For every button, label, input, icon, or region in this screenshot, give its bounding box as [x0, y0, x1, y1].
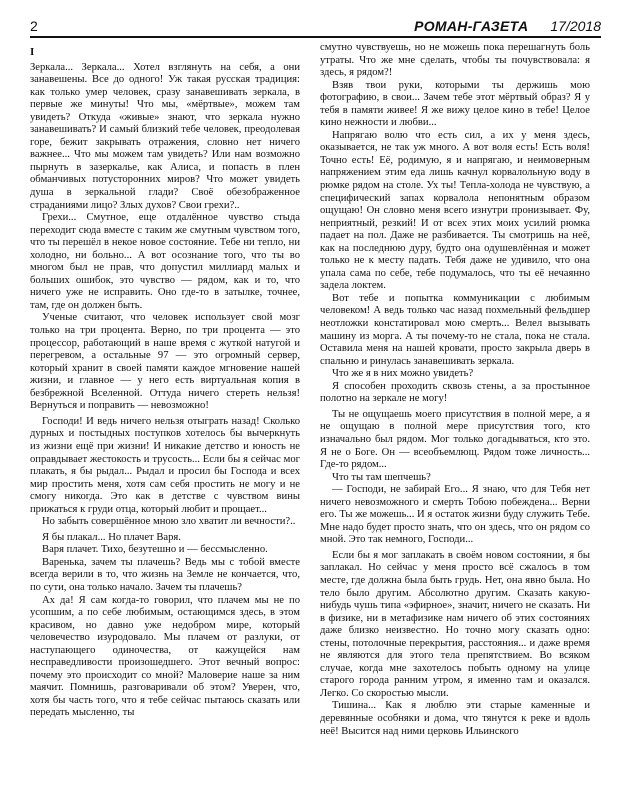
paragraph: Напрягаю волю что есть сил, а их у меня здесь, оказывается, не так уж много. А вот воля есть! Есть воля! Точно есть! Её, родимую, я и напрягаю, и неимоверным напряжением этим еда лишь качнул корвалольную воду в рюмке рядом на столе. Ух ты! Тепла-холода не чувствую, а специфический запах корвалола непонятным образом ощущаю! Он словно меня всего изнутри пронизывает. Фу, неприятный, резкий! И от всех этих моих усилий рюмка падает на пол. Даже не разбивается. Ты смотришь на неё, как на последнюю дуру, будто она одушевлённая и может только не к месту падать. Тебя даже не удивило, что она упала сама по себе, тебе подумалось, что ты её нечаянно задела локтем.: [320, 129, 590, 292]
paragraph: Я способен проходить сквозь стены, а за простынное полотно на зеркале не могу!: [320, 380, 590, 405]
paragraph: Грехи... Смутное, еще отдалённое чувство стыда переходит сюда вместе с таким же смутным чувством того, что ты перешёл в некое новое состояние. Тебе ни тепло, ни холодно, ни больно... А вот осознание того, что ты во многом был не прав, что допустил миллиард малых и больших ошибок, это чувство — рядом, как и то, что ничего уже не исправить. Оно где-то в затылке, точнее, там, где он должен быть.: [30, 212, 300, 311]
paragraph: Если бы я мог заплакать в своём новом состоянии, я бы заплакал. Но сейчас у меня просто всё сжалось в том месте, где должна была быть грудь. Нет, она явно была. Но тело было другим. Абсолютно другим. Сказать какую-нибудь чушь типа «эфирное», значит, ничего не сказать. Ни в физике, ни в метафизике нам ничего об этих состояниях даже близко неизвестно. Но точно могу сказать одно: стены, потолочные перекрытия, расстояния... и даже время не являются для этого тела препятствием. Во всяком случае, когда мне захотелось побыть одному на улице старого города ранним утром, я именно там и оказался. Легко. Со скоростью мысли.: [320, 549, 590, 699]
paragraph: Зеркала... Зеркала... Хотел взглянуть на себя, а они занавешены. Все до одного! Уж такая русская традиция: как только умер человек, сразу занавешивать зеркала, в первые же минуты! Что мы, «мёртвые», можем там увидеть? Откуда «живые» знают, что зеркала нужно занавешивать? И самый близкий тебе человек, преодолевая горе, бежит закрывать отражения, словно нет ничего важнее... Что мы можем там увидеть? Или нам возможно пырнуть в зазеркалье, как Алиса, и попасть в плен обманчивых потусторонних миров? Что может увидеть душа в зеркальной глади? Своё обезображенное страданиями лицо? Злых духов? Свои грехи?..: [30, 61, 300, 211]
paragraph: Тишина... Как я люблю эти старые каменные и деревянные особняки и дома, что тянутся к реке и вдоль неё! Высится над ними церковь Ильинского: [320, 700, 590, 737]
paragraph: Вот тебе и попытка коммуникации с любимым человеком! А ведь только час назад похмельный фельдшер неотложки констатировал мою смерть... Велел вызывать машину из морга. А ты почему-то не стала, пока не стала. Оставила меня на нашей кровати, просто закрыла дверь в спальню и ринулась занавешивать зеркала.: [320, 292, 590, 367]
paragraph: Я бы плакал... Но плачет Варя.: [42, 531, 181, 543]
paragraph: Варенька, зачем ты плачешь? Ведь мы с тобой вместе всегда верили в то, что жизнь на Земле не кончается, что, по сути, она только начало. Зачем ты плачешь?: [30, 556, 300, 593]
paragraph: Варя плачет. Тихо, безутешно и — бессмысленно.: [42, 544, 268, 556]
section-number: I: [30, 46, 35, 58]
paragraph: Ты не ощущаешь моего присутствия в полной мере, а я не ощущаю в полной мере присутствия того, кто изначально был рядом. Мог только догадываться, кто это. Я не о Боге. Он — всеобъемлющ. Рядом тоже личность... Где-то рядом...: [320, 408, 590, 471]
publication-title: РОМАН-ГАЗЕТА: [414, 18, 529, 34]
paragraph: Что ты там шепчешь?: [332, 471, 431, 483]
paragraph: Что же я в них можно увидеть?: [332, 368, 474, 380]
paragraph: Ученые считают, что человек использует свой мозг только на три процента. Верно, по три процента — это процессор, работающий в наше время с жуткой натугой и перегревом, а остальные 97 — это огромный сервер, который хранит в своей памяти каждое мгновение нашей жизни, и главное — у него есть виртуальная копия в безбрежной Вселенной. Оттуда ничего стереть нельзя! Вернуться и поправить — невозможно!: [30, 312, 300, 412]
header-rule: [30, 36, 601, 38]
text-column-left: [30, 42, 300, 794]
issue-number: 17/2018: [550, 18, 601, 34]
paragraph: Господи! И ведь ничего нельзя отыграть назад! Сколько дурных и постыдных поступков хотелось бы вычеркнуть из жизни ещё при жизни! И никакие детство и юность не оправдывает жестокость и трусость... Если бы я сейчас мог плакать, я бы рыдал... Рыдал и просил бы Господа и всех мир простить меня, хотя сам себя простить не могу и не смогу никогда. Это как в детстве с чувством вины прижаться к груди отца, который любит и прощает...: [30, 415, 300, 515]
paragraph: Но забыть совершённое мною зло хватит ли вечности?..: [42, 516, 296, 528]
paragraph: Ах да! Я сам когда-то говорил, что плачем мы не по усопшим, а по себе любимым, остающимся здесь, в этом красивом, но давно уже недобром мире, который человечество изуродовало. Мы плачем от разлуки, от наступающего одиночества, от кажущейся нам несправедливости произошедшего. Этот вечный вопрос: почему это происходит со мной? Маловерие наше за ним маячит. Помнишь, разговаривали об этом? Уверен, что, хотя бы часть того, что я тебе сейчас пытаюсь сказать или передать мысленно, ты: [30, 594, 300, 719]
page-header: [30, 14, 601, 34]
page-number: 2: [30, 18, 38, 34]
text-column-right: [320, 42, 590, 794]
paragraph: Взяв твои руки, которыми ты держишь мою фотографию, в свои... Зачем тебе этот мёртвый образ? Я у тебя в памяти живее! Я же вижу целое кино в тебе! Целое кино нежности и любви...: [320, 79, 590, 129]
paragraph: смутно чувствуешь, но не можешь пока перешагнуть боль утраты. Что же мне сделать, чтобы ты почувствовала: я здесь, я рядом?!: [320, 42, 590, 79]
paragraph: — Господи, не забирай Его... Я знаю, что для Тебя нет ничего невозможного и смерть Тобою побеждена... Верни его. Ты же можешь... И я остаток жизни буду служить Тебе. Мне надо будет просто знать, что он здесь, что он рядом со мной. Это так немного, Господи...: [320, 484, 590, 546]
